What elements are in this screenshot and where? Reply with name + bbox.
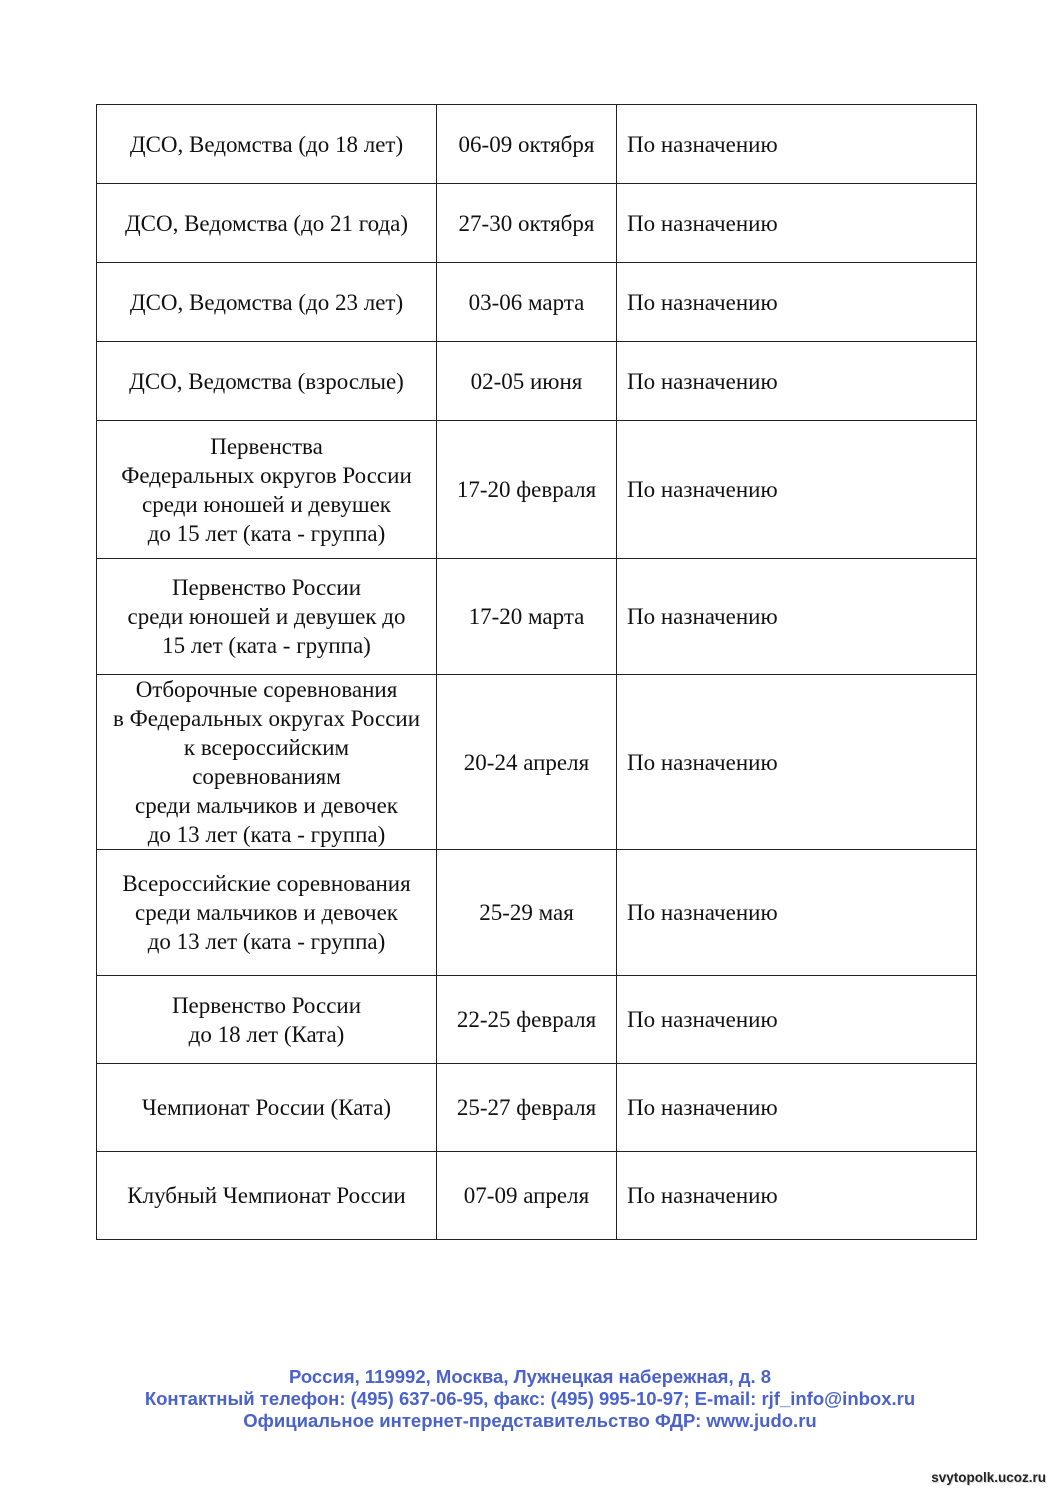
competition-name-cell: Первенства Федеральных округов России среди юношей и девушек до 15 лет (ката - группа) — [97, 421, 437, 559]
site-watermark: svytopolk.ucoz.ru — [931, 1470, 1046, 1485]
competition-name-cell: ДСО, Ведомства (до 21 года) — [97, 184, 437, 263]
table-row — [97, 976, 977, 1064]
competition-date-cell: 20-24 апреля — [437, 675, 617, 850]
competition-name-cell: Первенство России до 18 лет (Ката) — [97, 976, 437, 1064]
competition-name-cell: Чемпионат России (Ката) — [97, 1064, 437, 1152]
competition-note-cell: По назначению — [617, 675, 977, 850]
competition-date-cell: 02-05 июня — [437, 342, 617, 421]
table-row — [97, 184, 977, 263]
table-row — [97, 421, 977, 559]
competition-note-cell: По назначению — [617, 263, 977, 342]
competition-date-cell: 27-30 октября — [437, 184, 617, 263]
competition-note-cell: По назначению — [617, 559, 977, 675]
competition-note-cell: По назначению — [617, 105, 977, 184]
competition-date-cell: 22-25 февраля — [437, 976, 617, 1064]
footer-contacts: Контактный телефон: (495) 637-06-95, факс: (495) 995-10-97; E-mail: rjf_info@inbox.ru — [144, 1388, 916, 1409]
footer-address: Россия, 119992, Москва, Лужнецкая набережная, д. 8 — [288, 1366, 772, 1387]
footer-website: Официальное интернет-представительство ФДР: www.judo.ru — [243, 1410, 817, 1431]
competition-note-cell: По назначению — [617, 976, 977, 1064]
competition-name-cell: Клубный Чемпионат России — [97, 1152, 437, 1240]
competition-date-cell: 03-06 марта — [437, 263, 617, 342]
competition-note-cell: По назначению — [617, 421, 977, 559]
competition-name-cell: ДСО, Ведомства (взрослые) — [97, 342, 437, 421]
competition-date-cell: 25-29 мая — [437, 850, 617, 976]
competition-name-cell: ДСО, Ведомства (до 23 лет) — [97, 263, 437, 342]
table-row — [97, 1152, 977, 1240]
competition-name-cell: ДСО, Ведомства (до 18 лет) — [97, 105, 437, 184]
table-row — [97, 1064, 977, 1152]
page-footer — [0, 1366, 1060, 1432]
table-row — [97, 263, 977, 342]
competition-schedule-table — [96, 104, 977, 1240]
competition-name-cell: Первенство России среди юношей и девушек до 15 лет (ката - группа) — [97, 559, 437, 675]
competition-note-cell: По назначению — [617, 184, 977, 263]
table-row — [97, 105, 977, 184]
table-row — [97, 342, 977, 421]
competition-date-cell: 07-09 апреля — [437, 1152, 617, 1240]
competition-note-cell: По назначению — [617, 1152, 977, 1240]
table-row — [97, 559, 977, 675]
table-row — [97, 850, 977, 976]
competition-date-cell: 06-09 октября — [437, 105, 617, 184]
competition-date-cell: 25-27 февраля — [437, 1064, 617, 1152]
competition-note-cell: По назначению — [617, 342, 977, 421]
competition-note-cell: По назначению — [617, 1064, 977, 1152]
competition-date-cell: 17-20 февраля — [437, 421, 617, 559]
competition-date-cell: 17-20 марта — [437, 559, 617, 675]
competition-note-cell: По назначению — [617, 850, 977, 976]
competition-name-cell: Отборочные соревнования в Федеральных округах России к всероссийским соревнованиям среди мальчиков и девочек до 13 лет (ката - группа) — [97, 675, 437, 850]
competition-name-cell: Всероссийские соревнования среди мальчиков и девочек до 13 лет (ката - группа) — [97, 850, 437, 976]
table-row — [97, 675, 977, 850]
